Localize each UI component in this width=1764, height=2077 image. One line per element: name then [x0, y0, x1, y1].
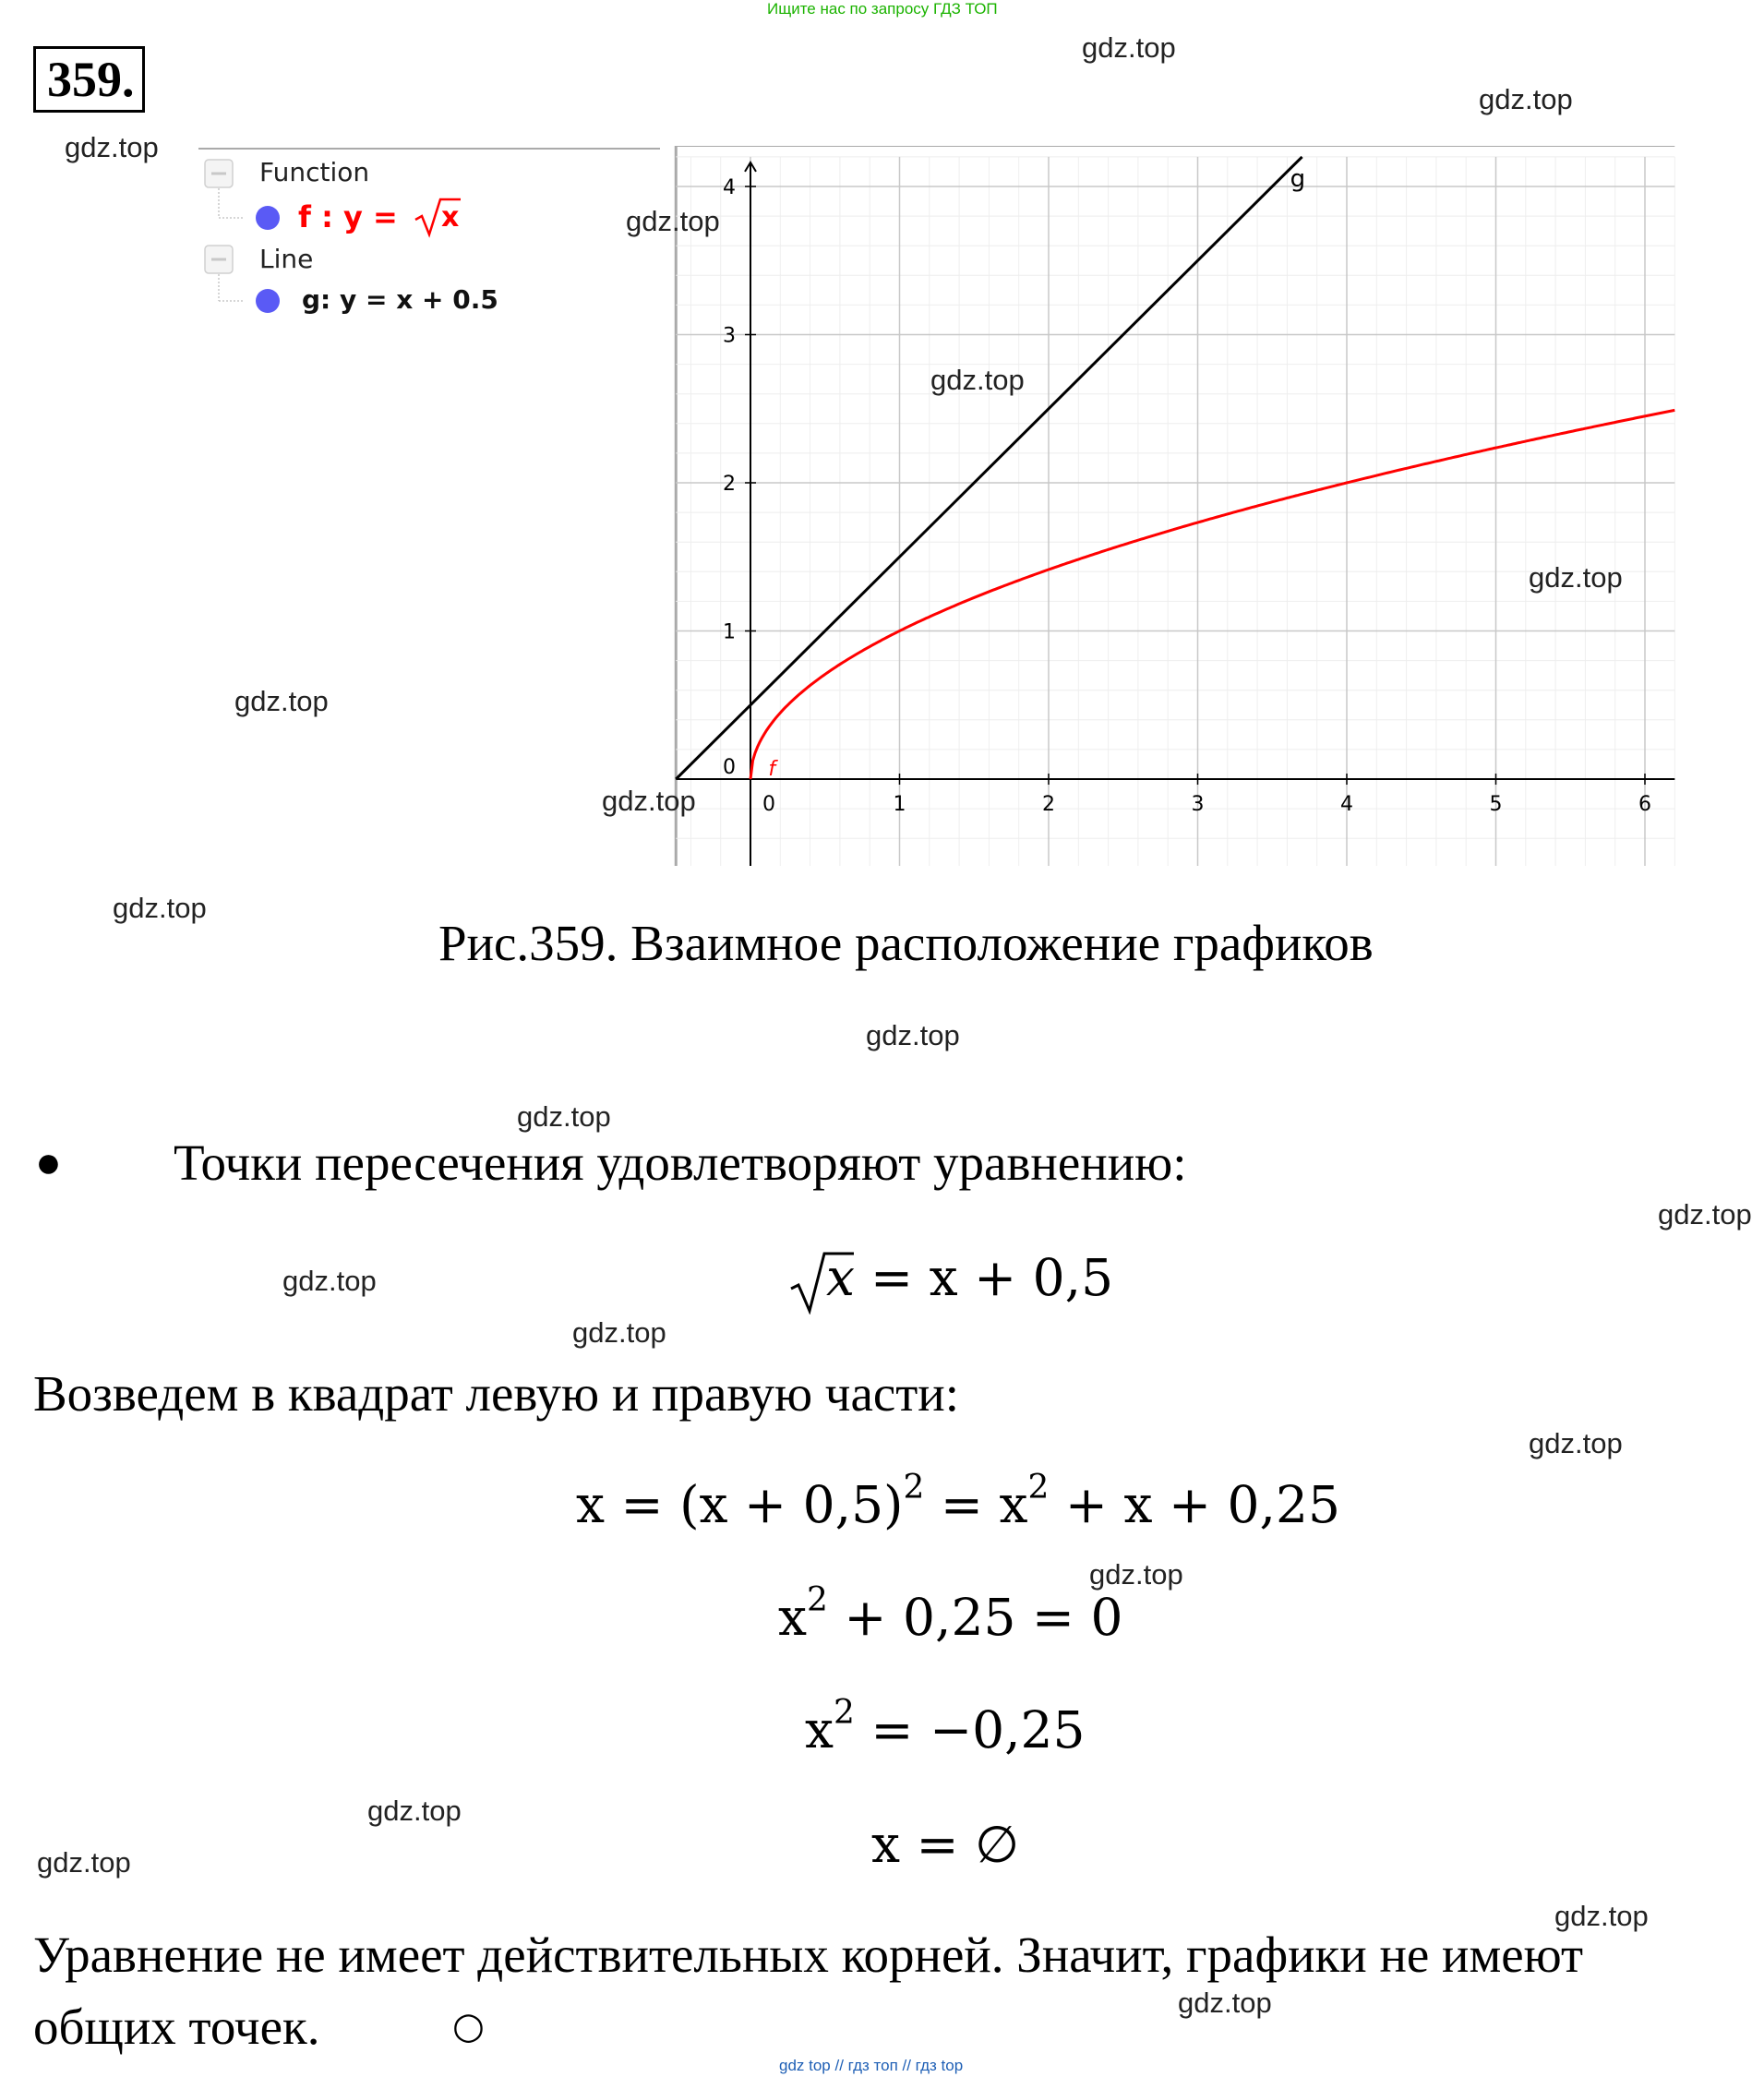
eq3-part-b: + 0,25 = 0: [827, 1588, 1123, 1647]
list-bullet: ●: [35, 1138, 62, 1187]
top-banner: Ищите нас по запросу ГДЗ ТОП: [767, 0, 998, 18]
watermark: gdz.top: [1178, 1987, 1272, 2019]
visibility-dot-icon[interactable]: [256, 289, 280, 313]
eq2-part-b: = x: [924, 1475, 1028, 1534]
intro-text: Точки пересечения удовлетворяют уравнению:: [174, 1135, 1187, 1191]
equation-5: x = ∅: [871, 1815, 1019, 1874]
eq4-part-a: x: [805, 1700, 834, 1759]
x-tick-label: 3: [1191, 793, 1205, 816]
watermark: gdz.top: [65, 131, 159, 163]
y-tick-label: 1: [723, 620, 736, 644]
watermark: gdz.top: [282, 1265, 377, 1297]
eq1-radicand: x: [826, 1248, 856, 1307]
x-tick-label: 6: [1638, 793, 1651, 816]
eq3-sup: 2: [807, 1581, 828, 1619]
conclusion-line-1: Уравнение не имеет действительных корней. Значит, графики не имеют: [33, 1927, 1584, 1983]
watermark: gdz.top: [1082, 31, 1176, 64]
watermark: gdz.top: [572, 1316, 666, 1349]
end-of-proof-mark: ○: [452, 2005, 485, 2047]
square-both-text: Возведем в квадрат левую и правую части:: [33, 1365, 960, 1422]
watermark: gdz.top: [930, 364, 1025, 396]
watermark: gdz.top: [37, 1846, 131, 1879]
line-group-title: Line: [259, 244, 314, 274]
series-line-f: [750, 410, 1674, 779]
watermark: gdz.top: [1529, 1427, 1623, 1459]
equation-3: [778, 1581, 1123, 1647]
eq2-sup-1: 2: [903, 1469, 925, 1507]
visibility-dot-icon[interactable]: [256, 206, 280, 230]
watermark: gdz.top: [1658, 1198, 1752, 1231]
watermark: gdz.top: [517, 1100, 611, 1133]
eq4-part-b: = −0,25: [854, 1700, 1086, 1759]
watermark: gdz.top: [866, 1019, 960, 1051]
watermark: gdz.top: [234, 685, 329, 717]
watermark: gdz.top: [1554, 1900, 1649, 1932]
y-tick-label: 4: [723, 176, 736, 199]
footer-links: gdz top // гдз топ // гдз top: [779, 2057, 964, 2074]
eq2-part-c: + x + 0,25: [1049, 1475, 1341, 1534]
y-tick-label: 0: [723, 756, 736, 779]
x-tick-label: 1: [893, 793, 906, 816]
eq3-part-a: x: [778, 1588, 808, 1647]
equation-2: [576, 1469, 1341, 1534]
watermark: gdz.top: [1089, 1558, 1183, 1591]
equation-4: [805, 1694, 1086, 1759]
eq4-sup: 2: [834, 1694, 855, 1732]
graphics-view: [671, 146, 1686, 866]
watermark: gdz.top: [367, 1795, 462, 1827]
x-tick-label: 2: [1042, 793, 1055, 816]
watermark: gdz.top: [602, 785, 696, 817]
algebra-view: [198, 146, 660, 330]
x-tick-label: 0: [762, 793, 775, 816]
x-tick-label: 4: [1340, 793, 1353, 816]
series-label-g: g: [1290, 165, 1306, 193]
eq2-sup-2: 2: [1027, 1469, 1050, 1507]
figure-caption: Рис.359. Взаимное расположение графиков: [438, 915, 1374, 971]
function-group-title: Function: [259, 157, 370, 187]
line-g-label: g: y = x + 0.5: [302, 284, 498, 315]
conclusion-line-2: общих точек.: [33, 1999, 320, 2055]
function-f-label: f : y =: [298, 199, 408, 234]
watermark: gdz.top: [113, 892, 207, 924]
x-tick-label: 5: [1489, 793, 1503, 816]
y-tick-label: 2: [723, 473, 736, 496]
watermark: gdz.top: [1529, 561, 1623, 594]
watermark: gdz.top: [626, 205, 720, 237]
series-label-f: f: [768, 758, 776, 781]
y-tick-label: 3: [723, 324, 736, 348]
watermark: gdz.top: [1479, 83, 1573, 115]
function-f-radicand: x: [441, 201, 460, 234]
eq2-part-a: x = (x + 0,5): [576, 1475, 904, 1534]
problem-number: 359.: [33, 46, 145, 113]
eq1-rhs: = x + 0,5: [870, 1248, 1114, 1307]
